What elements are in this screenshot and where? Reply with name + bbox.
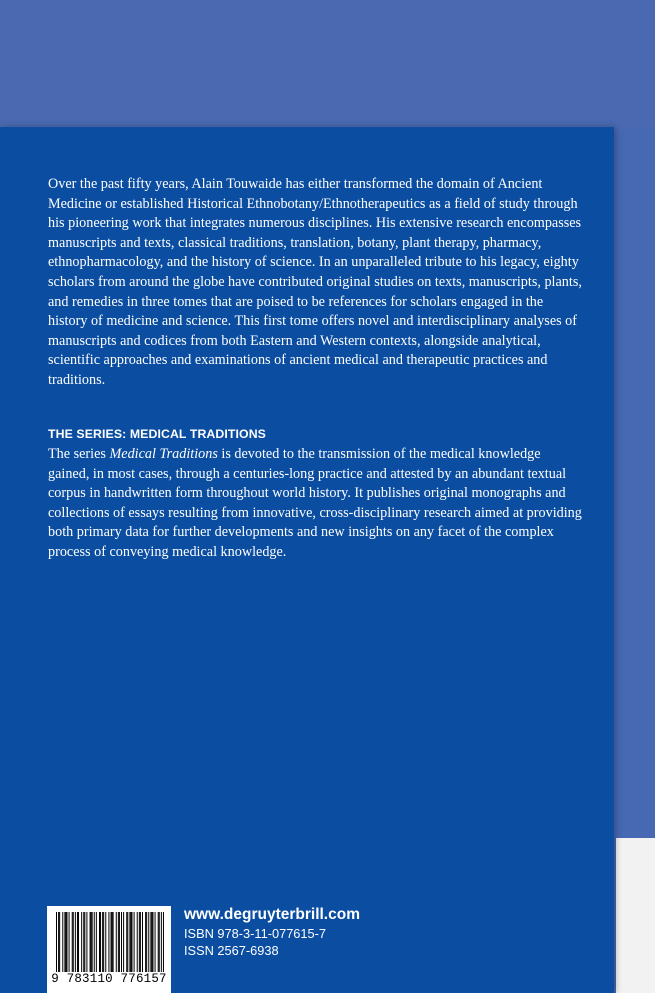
barcode-bar <box>64 912 65 972</box>
barcode-bar <box>151 912 152 972</box>
barcode-bars <box>56 912 164 972</box>
barcode-bar <box>126 912 127 972</box>
barcode-bar <box>94 912 95 972</box>
barcode-bar <box>56 912 57 972</box>
barcode-bar <box>65 912 66 972</box>
barcode-bar <box>158 912 159 972</box>
barcode-bar <box>139 912 140 972</box>
barcode-bar <box>146 912 147 972</box>
backdrop-corner <box>616 838 655 993</box>
series-body: is devoted to the transmission of the medical knowledge gained, in most cases, through a centuries-long practice and attested by an abundant textual corpus in handwritten form throughout world history. It publishes original monographs and collections of essays resulting from innovative, cross-disciplinary research aimed at providing both primary data for further developments and new insights on any facet of the complex process of conveying medical knowledge. <box>48 446 582 560</box>
barcode-bar <box>152 912 153 972</box>
barcode-bar <box>119 912 120 972</box>
barcode-bar <box>111 912 112 972</box>
book-blurb: Over the past fifty years, Alain Touwaide has either transformed the domain of Ancient Medicine or established Historical Ethnobotany/Ethnotherapeutics as a field of study through his pioneering work that integrates numerous disciplines. His extensive research encompasses manuscripts and texts, classical traditions, translation, botany, plant therapy, pharmacy, ethnopharmacology, and the history of science. In an unparalleled tribute to his legacy, eighty scholars from around the globe have contributed original studies on texts, manuscripts, plants, and remedies in three tomes that are poised to be references for scholars engaged in the history of medicine and science. This first tome offers novel and interdisciplinary analyses of manuscripts and codices from both Eastern and Western contexts, alongside analytical, scientific approaches and examinations of ancient medical and therapeutic practices and traditions. <box>48 176 582 388</box>
barcode-bar <box>90 912 91 972</box>
barcode-bar <box>96 912 97 972</box>
barcode-bar <box>163 912 164 972</box>
backdrop-right <box>614 127 655 837</box>
barcode-bar <box>102 912 103 972</box>
series-intro: The series <box>48 446 110 462</box>
publisher-website[interactable]: www.degruyterbrill.com <box>184 906 360 923</box>
barcode-bar <box>92 912 93 972</box>
isbn-number: ISBN 978-3-11-077615-7 <box>184 926 327 941</box>
barcode-bar <box>103 912 104 972</box>
barcode-bar <box>108 912 109 972</box>
barcode-bar <box>66 912 67 972</box>
isbn-barcode <box>47 906 171 993</box>
barcode-bar <box>159 912 160 972</box>
barcode-bar <box>99 912 100 972</box>
barcode-bar <box>130 912 131 972</box>
barcode-bar <box>134 912 135 972</box>
barcode-bar <box>131 912 132 972</box>
barcode-bar <box>73 912 74 972</box>
barcode-bar <box>142 912 143 972</box>
barcode-bar <box>140 912 141 972</box>
barcode-bar <box>121 912 122 972</box>
publisher-info <box>184 904 360 959</box>
barcode-bar <box>145 912 146 972</box>
barcode-bar <box>62 912 63 972</box>
barcode-bar <box>127 912 128 972</box>
issn-number: ISSN 2567-6938 <box>184 943 279 958</box>
barcode-bar <box>161 912 162 972</box>
barcode-bar <box>77 912 78 972</box>
barcode-bar <box>86 912 87 972</box>
barcode-bar <box>150 912 151 972</box>
barcode-bar <box>123 912 124 972</box>
barcode-bar <box>116 912 117 972</box>
series-description <box>48 445 584 562</box>
barcode-bar <box>84 912 85 972</box>
barcode-bar <box>100 912 101 972</box>
barcode-bar <box>75 912 76 972</box>
backdrop-top <box>0 0 655 127</box>
barcode-bar <box>105 912 106 972</box>
series-heading: THE SERIES: MEDICAL TRADITIONS <box>48 427 266 441</box>
barcode-bar <box>91 912 92 972</box>
barcode-bar <box>137 912 138 972</box>
series-title: Medical Traditions <box>109 446 218 462</box>
barcode-bar <box>118 912 119 972</box>
barcode-bar <box>81 912 82 972</box>
barcode-bar <box>78 912 79 972</box>
barcode-bar <box>112 912 113 972</box>
barcode-bar <box>129 912 130 972</box>
barcode-bar <box>148 912 149 972</box>
barcode-digits: 9 783110 776157 <box>51 972 167 986</box>
barcode-bar <box>72 912 73 972</box>
barcode-bar <box>83 912 84 972</box>
barcode-bar <box>155 912 156 972</box>
barcode-bar <box>69 912 70 972</box>
barcode-bar <box>113 912 114 972</box>
barcode-bar <box>58 912 59 972</box>
barcode-bar <box>59 912 60 972</box>
